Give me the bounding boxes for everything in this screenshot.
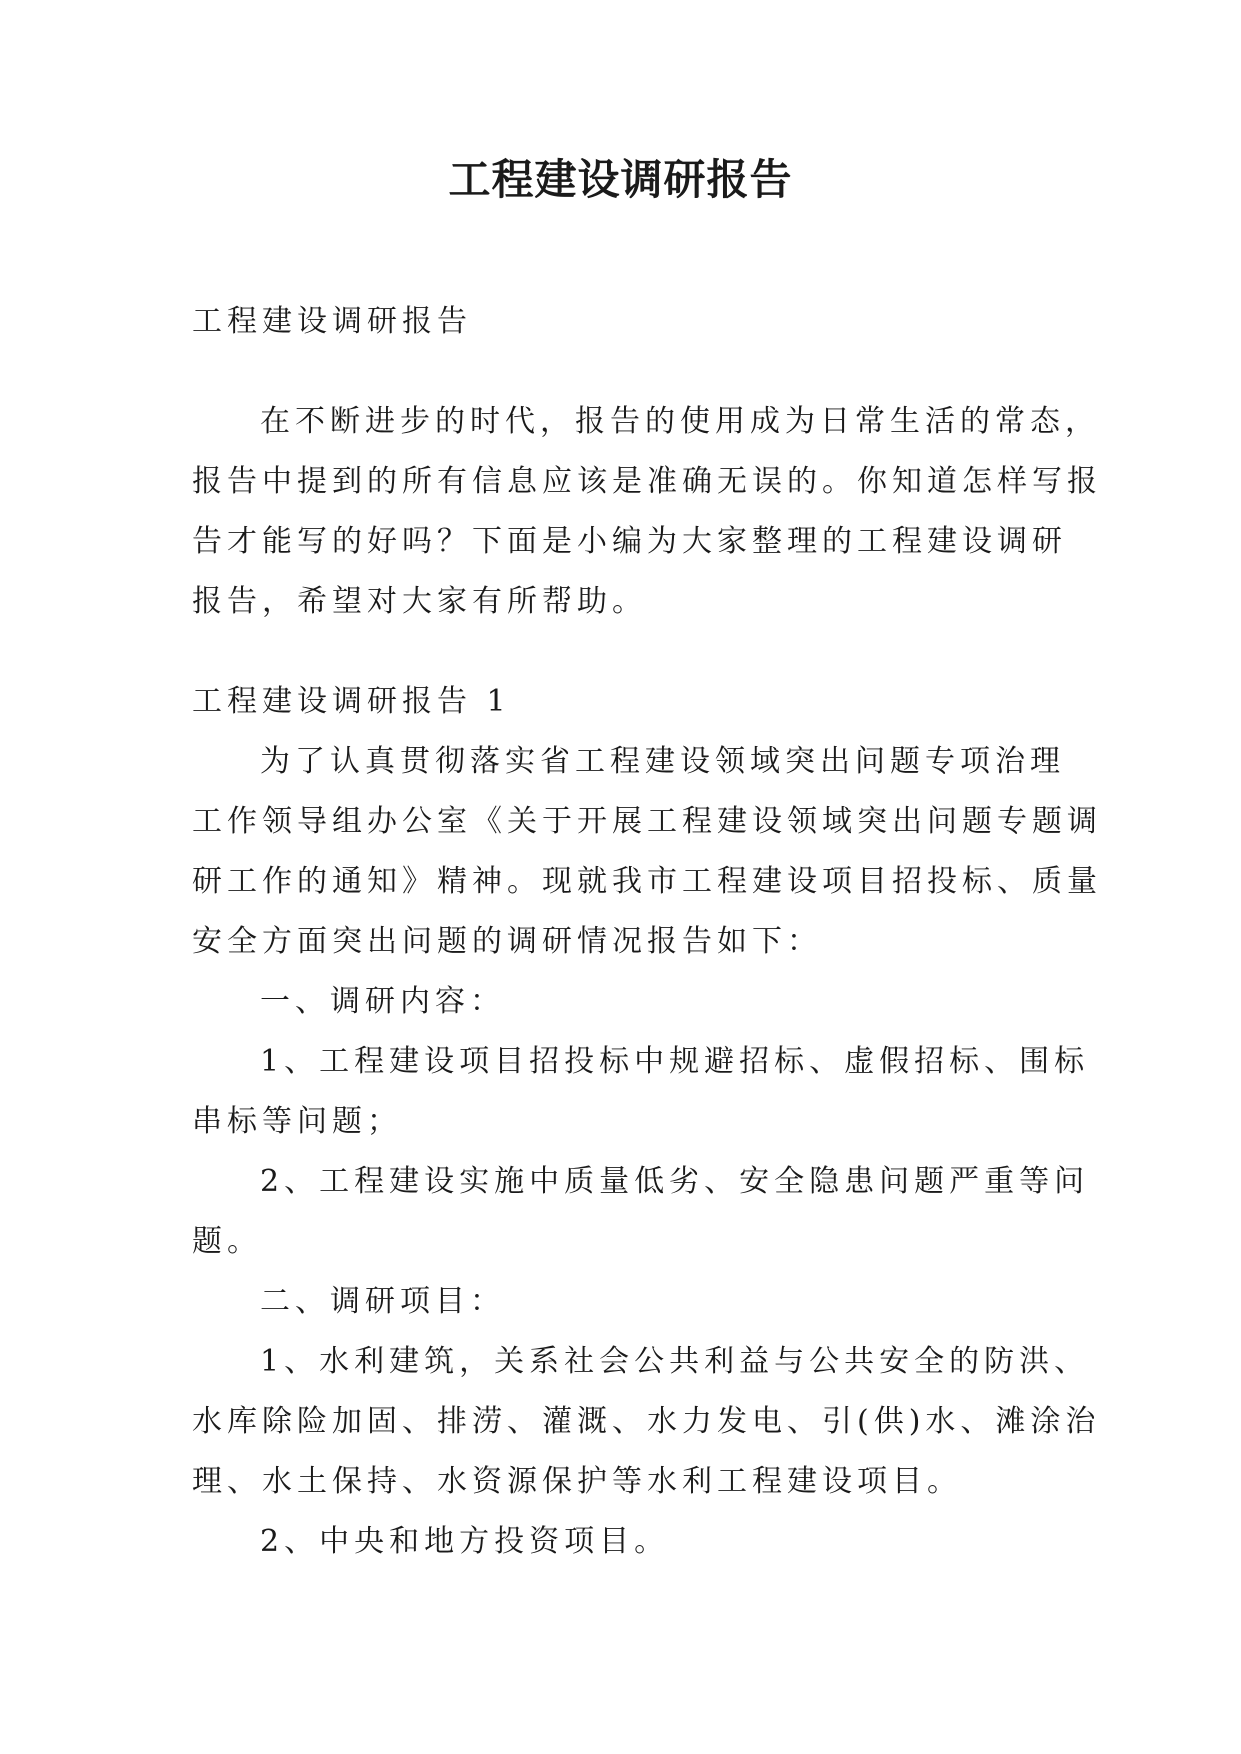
project-item-2: 2、中央和地方投资项目。 bbox=[260, 1524, 670, 1559]
paragraph-gap bbox=[192, 352, 1072, 392]
content-item-line: 串标等问题； bbox=[192, 1104, 402, 1139]
content-heading: 一、调研内容： bbox=[260, 984, 505, 1019]
section-heading: 工程建设调研报告 1 bbox=[192, 684, 511, 719]
content-item-line: 2、工程建设实施中质量低劣、安全隐患问题严重等问 bbox=[260, 1164, 1090, 1199]
project-item-line: 理、水土保持、水资源保护等水利工程建设项目。 bbox=[192, 1464, 962, 1499]
project-item-line: 1、水利建筑，关系社会公共利益与公共安全的防洪、 bbox=[260, 1344, 1090, 1379]
intro-line: 报告中提到的所有信息应该是准确无误的。你知道怎样写报 bbox=[192, 464, 1102, 499]
section-paragraph bbox=[192, 732, 1102, 972]
section-line: 工作领导组办公室《关于开展工程建设领域突出问题专题调 bbox=[192, 804, 1102, 839]
project-item-1 bbox=[192, 1332, 1101, 1512]
projects-heading: 二、调研项目： bbox=[260, 1284, 505, 1319]
document-title: 工程建设调研报告 bbox=[448, 155, 793, 204]
section-line: 安全方面突出问题的调研情况报告如下： bbox=[192, 924, 822, 959]
paragraph-gap bbox=[192, 632, 1072, 672]
content-item-1 bbox=[192, 1032, 1090, 1152]
project-item-line: 水库除险加固、排涝、灌溉、水力发电、引(供)水、滩涂治 bbox=[192, 1404, 1101, 1439]
section-line: 为了认真贯彻落实省工程建设领域突出问题专项治理 bbox=[260, 744, 1065, 779]
intro-line: 在不断进步的时代，报告的使用成为日常生活的常态， bbox=[260, 404, 1100, 439]
content-item-2 bbox=[192, 1152, 1090, 1272]
document-body bbox=[192, 292, 1102, 1572]
intro-line: 报告，希望对大家有所帮助。 bbox=[192, 584, 647, 619]
intro-paragraph bbox=[192, 392, 1102, 632]
document-subtitle: 工程建设调研报告 bbox=[192, 304, 472, 339]
content-item-line: 1、工程建设项目招投标中规避招标、虚假招标、围标 bbox=[260, 1044, 1090, 1079]
content-item-line: 题。 bbox=[192, 1224, 262, 1259]
intro-line: 告才能写的好吗？下面是小编为大家整理的工程建设调研 bbox=[192, 524, 1067, 559]
section-line: 研工作的通知》精神。现就我市工程建设项目招投标、质量 bbox=[192, 864, 1102, 899]
